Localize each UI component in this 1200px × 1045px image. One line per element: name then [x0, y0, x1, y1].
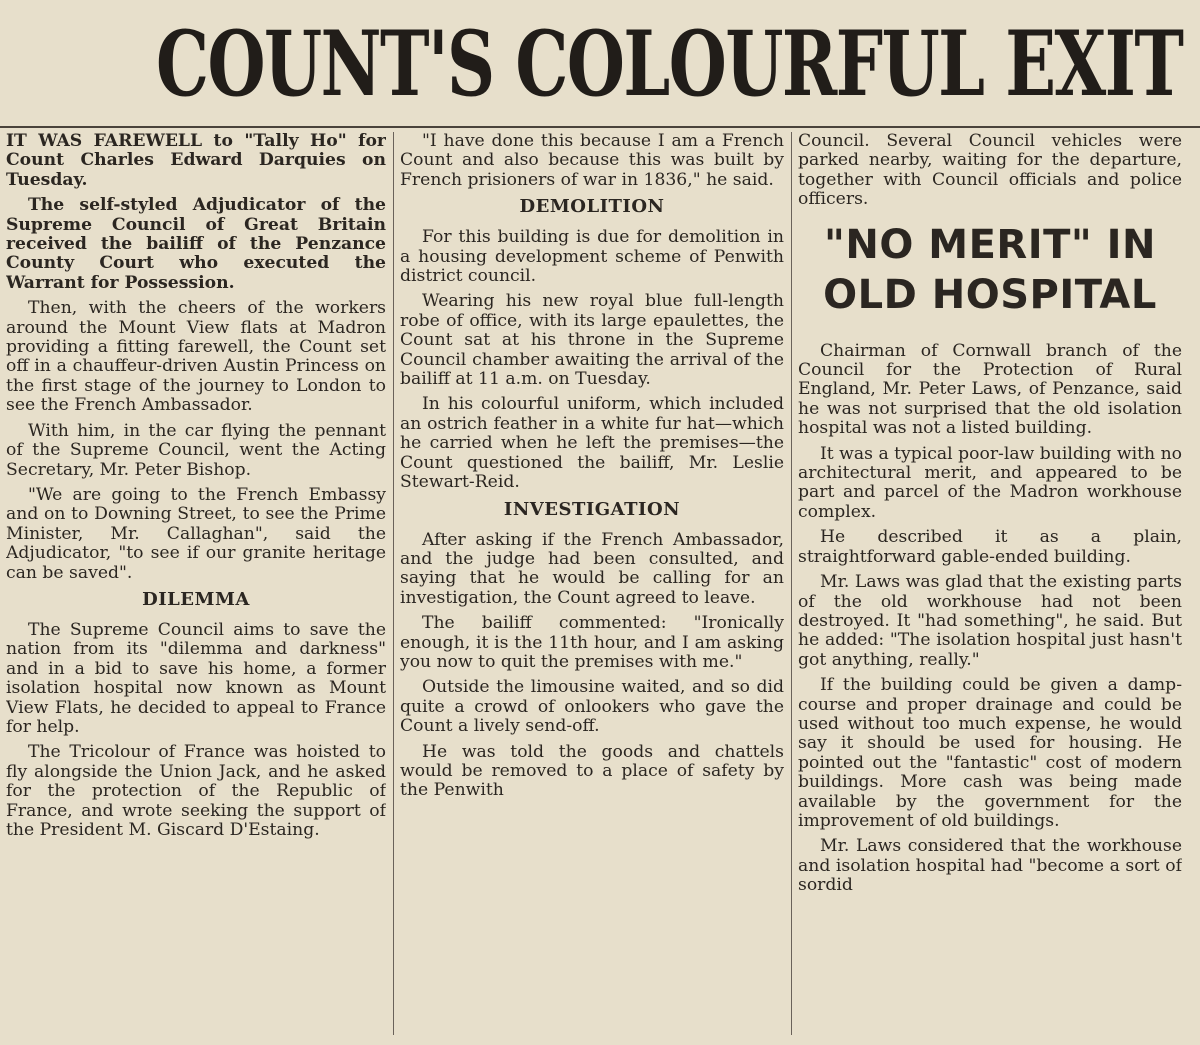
- article-paragraph: Wearing his new royal blue full-length robe of office, with its large epaulettes, the Count sat at his throne in the Supreme Council chamber awaiting the arrival of the bailiff at 11 a.m. on Tuesday.: [400, 291, 784, 390]
- article-paragraph: He described it as a plain, straightforward gable-ended building.: [798, 527, 1182, 567]
- sub-headline: "NO MERIT" IN OLD HOSPITAL: [823, 221, 1157, 318]
- article-paragraph: IT WAS FAREWELL to "Tally Ho" for Count Charles Edward Darquies on Tuesday.: [6, 132, 386, 190]
- article-paragraph: He was told the goods and chattels would be removed to a place of safety by the Penwith: [400, 741, 784, 801]
- article-paragraph: Council. Several Council vehicles were parked nearby, waiting for the departure, together with Council officials and police officers.: [798, 132, 1182, 210]
- article-paragraph: "I have done this because I am a French Count and also because this was built by French prisioners of war in 1836," he said.: [400, 132, 784, 190]
- column-3: [798, 132, 1182, 1037]
- column-1: [6, 132, 386, 1037]
- article-paragraph: Then, with the cheers of the workers around the Mount View flats at Madron providing a fitting farewell, the Count set off in a chauffeur-driven Austin Princess on the first stage of the journey to London to see the French Ambassador.: [6, 298, 386, 416]
- column-divider: [791, 132, 792, 1035]
- headline: COUNT'S COLOURFUL EXIT: [156, 11, 1183, 117]
- subheading: DEMOLITION: [519, 196, 665, 218]
- column-divider: [393, 132, 394, 1035]
- article-paragraph: If the building could be given a damp-course and proper drainage and could be used without too much expense, he would say it should be used for housing. He pointed out the "fantastic" cost of modern buildings. More cash was being made available by the government for the improvement of old buildings.: [798, 675, 1182, 831]
- subheading: DILEMMA: [142, 588, 250, 610]
- article-paragraph: The Tricolour of France was hoisted to fly alongside the Union Jack, and he asked for the protection of the Republic of France, and wrote seeking the support of the President M. Giscard D'Estaing.: [6, 742, 386, 840]
- article-paragraph: After asking if the French Ambassador, and the judge had been consulted, and saying that he would be calling for an investigation, the Count agreed to leave.: [400, 529, 784, 608]
- article-paragraph: Mr. Laws considered that the workhouse and isolation hospital had "become a sort of sordid: [798, 836, 1182, 896]
- article-paragraph: In his colourful uniform, which included an ostrich feather in a white fur hat—which he carried when he left the premises—the Count questioned the bailiff, Mr. Leslie Stewart-Reid.: [400, 394, 784, 493]
- article-paragraph: The bailiff commented: "Ironically enough, it is the 11th hour, and I am asking you now to quit the premises with me.": [400, 613, 784, 672]
- article-paragraph: It was a typical poor-law building with no architectural merit, and appeared to be part and parcel of the Madron workhouse complex.: [798, 443, 1182, 522]
- article-paragraph: For this building is due for demolition in a housing development scheme of Penwith district council.: [400, 227, 784, 287]
- article-paragraph: The Supreme Council aims to save the nation from its "dilemma and darkness" and in a bid to save his home, a former isolation hospital now known as Mount View Flats, he decided to appeal to France for help.: [6, 619, 386, 737]
- article-paragraph: "We are going to the French Embassy and on to Downing Street, to see the Prime Minister, Mr. Callaghan", said the Adjudicator, "to see if our granite heritage can be saved".: [6, 484, 386, 583]
- headline-rule: [0, 126, 1200, 128]
- article-paragraph: The self-styled Adjudicator of the Supreme Council of Great Britain received the bailiff of the Penzance County Court who executed the Warrant for Possession.: [6, 195, 386, 293]
- column-2: [400, 132, 784, 1037]
- article-paragraph: Outside the limousine waited, and so did quite a crowd of onlookers who gave the Count a lively send-off.: [400, 677, 784, 737]
- article-paragraph: Mr. Laws was glad that the existing parts of the old workhouse had not been destroyed. It "had something", he said. But he added: "The isolation hospital just hasn't got anything, really.": [798, 572, 1182, 670]
- article-paragraph: With him, in the car flying the pennant of the Supreme Council, went the Acting Secretary, Mr. Peter Bishop.: [6, 420, 386, 480]
- article-paragraph: Chairman of Cornwall branch of the Council for the Protection of Rural England, Mr. Peter Laws, of Penzance, said he was not surprised that the old isolation hospital was not a listed building.: [798, 340, 1182, 439]
- subheading: INVESTIGATION: [503, 498, 681, 520]
